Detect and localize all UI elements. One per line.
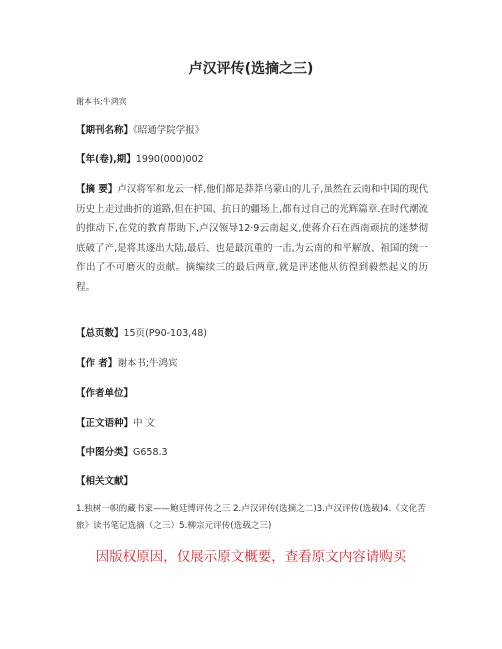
related-documents-list[interactable]: 1.独树一帜的藏书家——鲍廷博评传之三 2.卢汉评传(选摘之二)3.卢汉评传(选载)4.《文化苦旅》读书笔记选摘（之三）5.柳宗元评传(选载之三) [76, 504, 426, 531]
class-value: G658.3 [133, 447, 168, 458]
related-label: 【相关文献】 [76, 476, 134, 487]
unit-label: 【作者单位】 [76, 388, 134, 399]
abstract-value: 卢汉将军和龙云一样,他们都是莽莽乌蒙山的儿子,虽然在云南和中国的现代历史上走过曲折的道路,但在护国、抗日的疆场上,都有过自己的光辉篇章.在时代潮流的推动下,在党的教育帮助下,卢汉领导12·9云南起义,使蒋介石在西南顽抗的迷梦彻底破了产,是将其逐出大陆,最后、也是最沉重的一击,为云南的和平解放、祖国的统一作出了不可磨灭的贡献。摘编续三的最后两章,就是评述他从彷徨到毅然起义的历程。 [76, 184, 429, 293]
related-field [76, 472, 428, 491]
pages-label: 【总页数】 [76, 328, 124, 339]
pages-value: 15页(P90-103,48) [123, 328, 208, 339]
year-label: 【年(卷),期】 [76, 154, 136, 165]
author-field [76, 354, 428, 373]
document-title: 卢汉评传(选摘之三) [188, 61, 314, 77]
authors-line: 谢本书;牛鸿宾 [76, 97, 127, 106]
unit-field [76, 384, 428, 403]
year-value: 1990(000)002 [135, 154, 204, 165]
class-field [76, 443, 428, 462]
abstract-label: 【摘 要】 [76, 184, 118, 195]
copyright-notice[interactable]: 因版权原因，仅展示原文概要，查看原文内容请购买 [95, 549, 407, 565]
class-label: 【中图分类】 [76, 447, 134, 458]
year-field [76, 150, 428, 169]
language-label: 【正文语种】 [76, 418, 134, 429]
language-value: 中 文 [133, 418, 156, 429]
journal-value: 《昭通学院学报》 [133, 125, 205, 136]
author-value: 谢本书;牛鸿宾 [117, 358, 178, 369]
language-field [76, 414, 428, 433]
abstract-field [76, 180, 428, 297]
pages-field [76, 324, 428, 343]
journal-label: 【期刊名称】 [76, 125, 134, 136]
author-label: 【作 者】 [76, 358, 118, 369]
journal-field [76, 121, 428, 140]
